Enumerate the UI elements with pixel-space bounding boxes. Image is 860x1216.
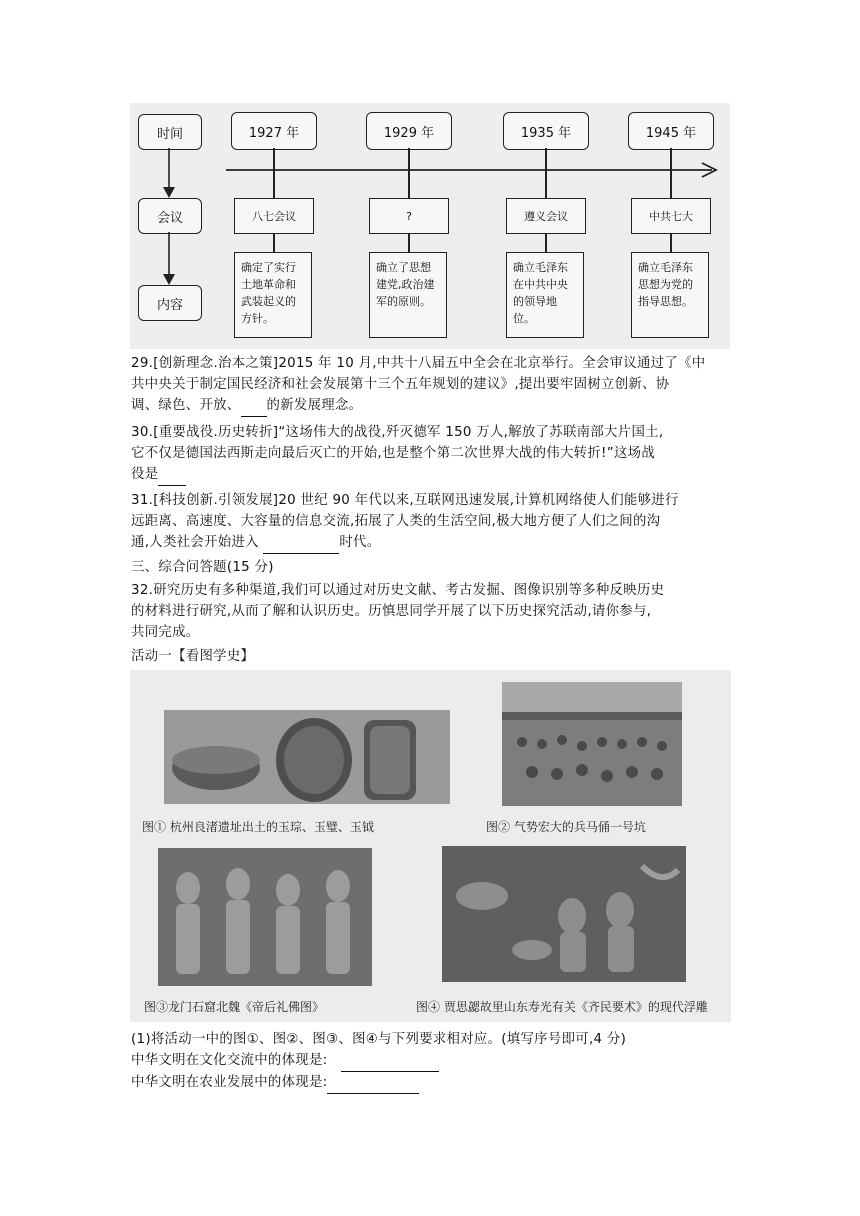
year-box-1945: 1945 年 <box>628 112 714 150</box>
question-32 <box>131 580 731 643</box>
question-29 <box>131 353 731 417</box>
longmen-relief-drawing <box>158 848 372 986</box>
qiminyaoshu-relief-drawing <box>442 846 686 982</box>
photo-jade-artifacts <box>164 710 450 804</box>
sub1-item1-label: 中华文明在文化交流中的体现是: <box>131 1053 328 1068</box>
q30-line3-start: 役是 <box>131 467 159 482</box>
sub1-item2-label: 中华文明在农业发展中的体现是: <box>131 1075 328 1090</box>
q32-line1: 32.研究历史有多种渠道,我们可以通过对历史文献、考古发掘、图像识别等多种反映历史 <box>131 583 665 598</box>
content-box-1935: 确立毛泽东在中共中央的领导地位。 <box>506 252 584 338</box>
caption-photo-4: 图④ 贾思勰故里山东寿光有关《齐民要术》的现代浮雕 <box>416 1000 708 1014</box>
q31-line3-start: 通,人类社会开始进入 <box>131 535 259 550</box>
q32-line2: 的材料进行研究,从而了解和认识历史。历慎思同学开展了以下历史探究活动,请你参与, <box>131 604 652 619</box>
q29-line1: 29.[创新理念.治本之策]2015 年 10 月,中共十八届五中全会在北京举行。全会审议通过了《中 <box>131 356 706 371</box>
year-box-1935: 1935 年 <box>503 112 589 150</box>
sub1-prompt: (1)将活动一中的图①、图②、图③、图④与下列要求相对应。(填写序号即可,4 分) <box>131 1032 627 1047</box>
q29-line3 <box>131 395 731 417</box>
q30-line2: 它不仅是德国法西斯走向最后灭亡的开始,也是整个第二次世界大战的伟大转折!”这场战 <box>131 446 656 461</box>
jade-artifacts-drawing <box>164 710 450 804</box>
question-31 <box>131 490 731 554</box>
caption-photo-1: 图① 杭州良渚遗址出土的玉琮、玉璧、玉钺 <box>142 820 374 834</box>
sub-question-1 <box>131 1029 731 1094</box>
photo-longmen-relief <box>158 848 372 986</box>
q29-line3-end: 的新发展理念。 <box>266 398 363 413</box>
activity-1-heading: 活动一【看图学史】 <box>131 649 255 664</box>
q32-line3: 共同完成。 <box>131 625 200 640</box>
row-label-meeting: 会议 <box>138 198 202 234</box>
content-box-1945: 确立毛泽东思想为党的指导思想。 <box>631 252 709 338</box>
q30-answer-blank[interactable] <box>158 464 186 486</box>
section-3-heading: 三、综合问答题(15 分) <box>131 560 274 575</box>
caption-photo-2: 图② 气势宏大的兵马俑一号坑 <box>486 820 646 834</box>
content-box-1929: 确立了思想建党,政治建军的原则。 <box>369 252 447 338</box>
q31-line2: 远距离、高速度、大容量的信息交流,拓展了人类的生活空间,极大地方便了人们之间的沟 <box>131 514 661 529</box>
photo-qiminyaoshu-relief <box>442 846 686 982</box>
sub1-item1 <box>131 1050 731 1072</box>
year-box-1927: 1927 年 <box>231 112 317 150</box>
q30-line1: 30.[重要战役.历史转折]“这场伟大的战役,歼灭德军 150 万人,解放了苏联南部大片国土, <box>131 425 664 440</box>
meeting-box-bayi: 八七会议 <box>234 198 314 234</box>
q30-line3 <box>131 464 731 486</box>
timeline-figure <box>130 103 730 349</box>
sub1-item2 <box>131 1072 731 1094</box>
question-30 <box>131 422 731 486</box>
year-box-1929: 1929 年 <box>366 112 452 150</box>
q31-answer-blank[interactable] <box>263 532 339 554</box>
sub1-item1-blank[interactable] <box>341 1050 439 1072</box>
terracotta-army-drawing <box>502 682 682 806</box>
content-box-1927: 确定了实行土地革命和武装起义的方针。 <box>234 252 312 338</box>
q29-answer-blank[interactable] <box>241 395 267 417</box>
meeting-box-seventh: 中共七大 <box>631 198 711 234</box>
q31-line1: 31.[科技创新.引领发展]20 世纪 90 年代以来,互联网迅速发展,计算机网络使人们能够进行 <box>131 493 679 508</box>
row-label-content: 内容 <box>138 285 202 321</box>
photo-terracotta-army <box>502 682 682 806</box>
q31-line3 <box>131 532 731 554</box>
row-label-time: 时间 <box>138 114 202 150</box>
photo-panel <box>130 670 731 1022</box>
q29-line3-start: 调、绿色、开放、 <box>131 398 241 413</box>
q29-line2: 共中央关于制定国民经济和社会发展第十三个五年规划的建议》,提出要牢固树立创新、协 <box>131 377 670 392</box>
meeting-box-unknown: ? <box>369 198 449 234</box>
q31-line3-end: 时代。 <box>339 535 381 550</box>
meeting-box-zunyi: 遵义会议 <box>506 198 586 234</box>
sub1-item2-blank[interactable] <box>327 1072 419 1094</box>
caption-photo-3: 图③龙门石窟北魏《帝后礼佛图》 <box>144 1000 325 1014</box>
